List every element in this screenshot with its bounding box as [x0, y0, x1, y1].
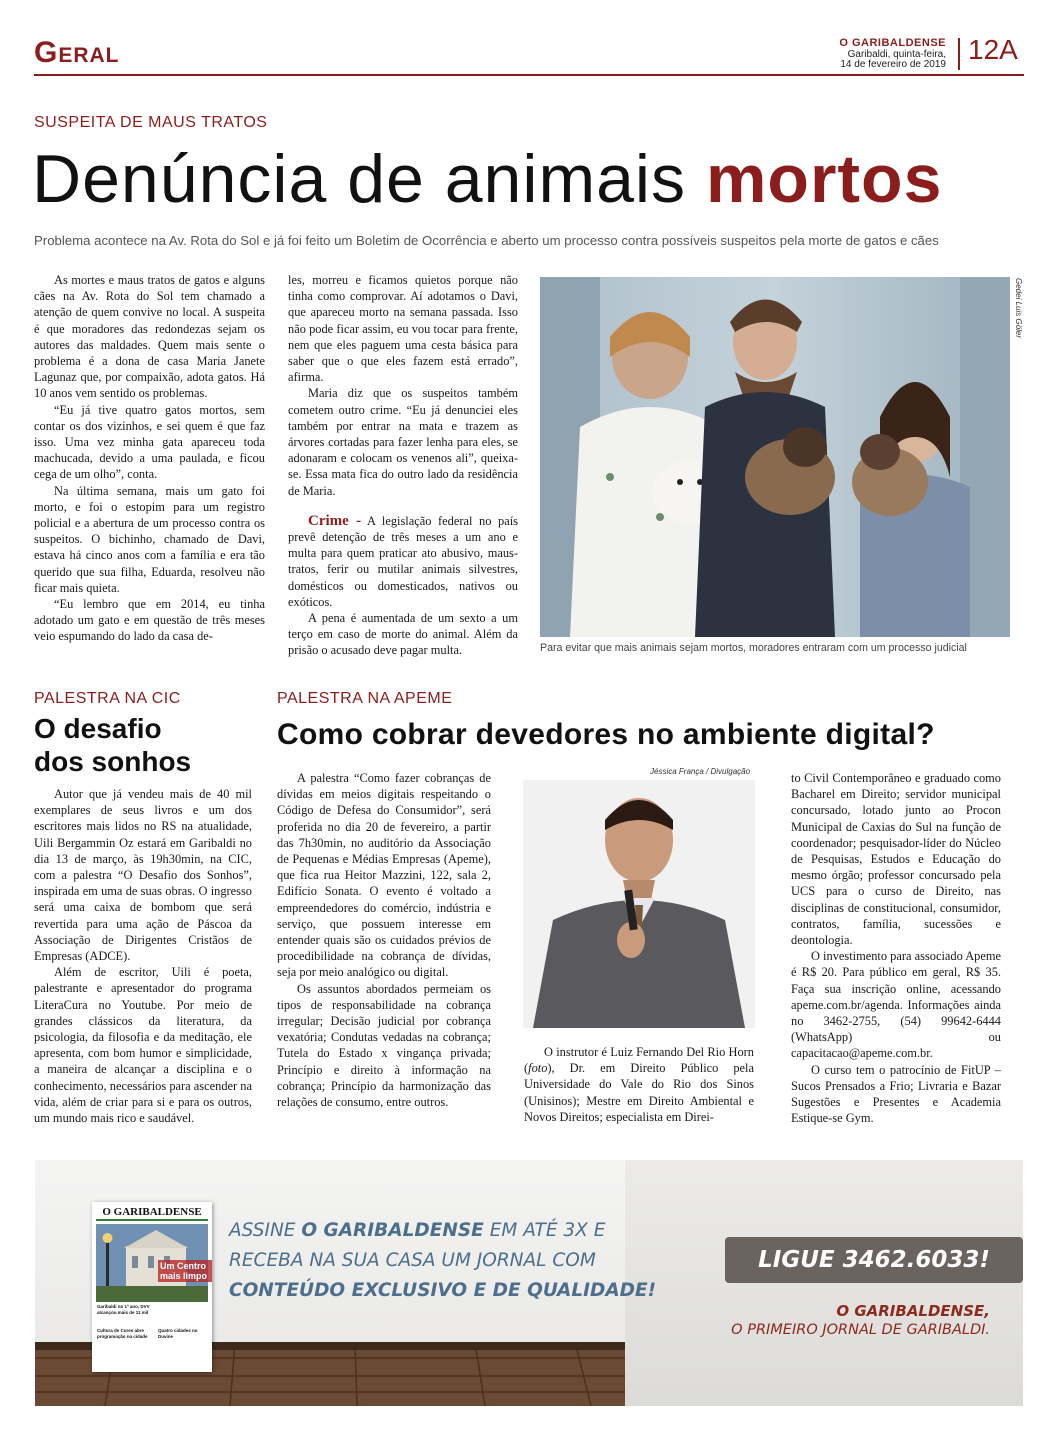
headline-start: Denúncia de animais: [32, 141, 706, 217]
main-story-photo: [540, 277, 1010, 637]
mini-paper-name: O GARIBALDENSE: [96, 1205, 208, 1221]
main-story-col2: [288, 272, 518, 659]
masthead-paper-name: O GARIBALDENSE: [839, 37, 946, 49]
paragraph: A pena é aumentada de um sexto a um terço em caso de morte do animal. Além da prisão o acusado deve pagar multa.: [288, 611, 518, 658]
paragraph: O curso tem o patrocínio de FitUP – Sucos Prensados a Frio; Livraria e Bazar Sugestões e Presentes e Academia Estique-se Gym.: [791, 1062, 1001, 1126]
apeme-story-col2: [524, 1044, 754, 1125]
mini-headline-2: Garibaldi no 1º ano, DVV alcançou mais de 11 mil: [97, 1304, 150, 1315]
cic-story-headline: [34, 712, 191, 778]
cic-headline-line1: O desafio: [34, 713, 162, 744]
headline-accent: mortos: [705, 141, 943, 217]
page-number-separator: [958, 38, 960, 70]
family-with-pets-illustration: [540, 277, 1010, 637]
paragraph: O investimento para associado Apeme é R$ 20. Para público em geral, R$ 35. Faça sua inscrição online, acessando apeme.com.br/agenda. Informações ainda no 3462-2755, (54) 99642-6444 (WhatsApp) ou capacitacao@apeme.com.br.: [791, 949, 1001, 1061]
mini-headline: Um Centro mais limpo: [158, 1260, 212, 1282]
cic-headline-line2: dos sonhos: [34, 746, 192, 777]
subscription-ad[interactable]: [35, 1160, 1023, 1406]
paragraph: [524, 1044, 754, 1125]
crime-paragraph: [288, 513, 518, 610]
main-story-kicker: SUSPEITA DE MAUS TRATOS: [34, 114, 268, 131]
paragraph: “Eu já tive quatro gatos mortos, sem contar os dos vizinhos, e sei quem é que faz isso. Uma vez minha gata apareceu toda machucada, devido a uma paulada, e ficou cega de um olho”, conta.: [34, 402, 265, 482]
masthead-place: Garibaldi, quinta-feira,: [847, 48, 946, 60]
section-label: Geral: [34, 36, 120, 69]
ad-slogan: [731, 1302, 990, 1340]
main-photo-caption: Para evitar que mais animais sejam mortos, moradores entraram com um processo judicial: [540, 642, 967, 654]
paragraph: Autor que já vendeu mais de 40 mil exemplares de seus livros e um dos escritores mais lidos no RS na atualidade, Uili Bergammin Oz estará em Garibaldi no dia 13 de março, às 19h30min, na CIC, com a palestra “O Desafio dos Sonhos”, inspirada em uma de suas obras. O ingresso será uma caixa de bombom que será revertida para uma ação de Páscoa da Associação de Dirigentes Cristãos de Empresas (ADCE).: [34, 787, 252, 964]
main-photo-credit: Gedei Luis Göler: [1014, 278, 1023, 339]
paragraph: les, morreu e ficamos quietos porque não tinha como comprovar. Aí adotamos o Davi, que apareceu morto na semana passada. Isso não pode ficar assim, eu vou tocar para frente, nem que eles paguem uma cesta básica para saber que o que eles fazem está errado”, afirma.: [288, 273, 518, 385]
speaker-photo: [523, 780, 755, 1028]
main-story-deck: Problema acontece na Av. Rota do Sol e já foi feito um Boletim de Ocorrência e aberto um processo contra possíveis suspeitos pela morte de gatos e cães: [34, 233, 939, 248]
cic-story-kicker: PALESTRA NA CIC: [34, 690, 181, 707]
main-story-headline: [32, 140, 942, 218]
ad-right-panel: [625, 1160, 1023, 1406]
crime-lead: Crime -: [308, 512, 362, 529]
ad-line1-bold: O GARIBALDENSE: [301, 1220, 484, 1241]
col2-post: ), Dr. em Direito Público pela Universidade do Vale do Rio dos Sinos (Unisinos); Mestre em Direito Ambiental e Novos Direitos; especialista em Direi-: [524, 1061, 754, 1124]
cic-story-body: [34, 786, 252, 1126]
apeme-story-kicker: PALESTRA NA APEME: [277, 690, 453, 707]
ad-line2: RECEBA NA SUA CASA UM JORNAL COM: [229, 1250, 596, 1271]
paragraph: Os assuntos abordados permeiam os tipos de responsabilidade na cobrança irregular; Decisão judicial por cobrança vexatória; Condutas vedadas na cobrança; Tutela do Estado x vingança privada; Princípio e direito à informação na cobrança; Princípio da harmonização das relações de consumo, entre outros.: [277, 981, 491, 1110]
crime-text: A legislação federal no país prevê detenção de três meses a um ano e multa para quem praticar ato abusivo, maus-tratos, ferir ou mutilar animais silvestres, domésticos ou domesticados, nativos ou exóticos.: [288, 513, 518, 609]
col2-pre: O instrutor é Luiz Fernando Del Rio Horn (: [524, 1045, 754, 1076]
col2-foto: foto: [528, 1061, 548, 1076]
speaker-illustration: [523, 780, 755, 1028]
masthead: [839, 38, 946, 71]
ad-slogan-line2: O PRIMEIRO JORNAL DE GARIBALDI.: [731, 1322, 990, 1338]
header-rule: [34, 74, 1024, 76]
paragraph: Na última semana, mais um gato foi morto, e foi o estopim para um registro policial e a abertura de um processo contra os suspeitos. O bichinho, chamado de Davi, estava há cinco anos com a família e era tão querido que sua filha, Eduarda, resolveu não ficar mais quieta.: [34, 483, 265, 595]
paragraph: to Civil Contemporâneo e graduado como Bacharel em Direito; servidor municipal concursado, lotado junto ao Procon Municipal de Caxias do Sul na função de coordenador; pesquisador-líder do Núcleo de Pesquisas, Estudos e Educação do mesmo órgão; professor concursado pela UCS para o curso de Direito, nas disciplinas de constitucional, consumidor, contratos, família, sucessões e deontologia.: [791, 771, 1001, 948]
paragraph: Além de escritor, Uili é poeta, palestrante e apresentador do programa LiteraCura no Youtube. Por meio de grandes clássicos da literatura, da psicologia, da filosofia e da meditação, ele apresenta, com bom humor e simplicidade, a maneira de alcançar a disciplina e o conhecimento, necessários para ascender na vida, além de criar para si e para os outros, um mundo mais rico e saudável.: [34, 965, 252, 1126]
ad-line3: CONTEÚDO EXCLUSIVO E DE QUALIDADE!: [229, 1280, 657, 1301]
paragraph: A palestra “Como fazer cobranças de dívidas em meios digitais respeitando o Código de Defesa do Consumidor”, será proferida no dia 20 de fevereiro, a partir das 7h30min, no auditório da Associação de Pequenas e Médias Empresas (Apeme), que fica rua Heitor Mazzini, 122, sala 2, Edifício Sonata. O evento é voltado a empreendedores do comércio, indústria e serviço, que possuem interesse em entender quais são os cuidados prévios de procedibilidade na cobrança de dívidas, seja por meio analógico ou digital.: [277, 771, 491, 980]
speaker-photo-credit: Jéssica França / Divulgação: [650, 767, 751, 776]
page-number: 12A: [968, 34, 1018, 65]
ad-line1: [229, 1216, 656, 1246]
mini-headline-3: Cultura de Cores abre programação na cidade: [97, 1328, 148, 1339]
main-story-col1: [34, 272, 265, 645]
ad-slogan-line1: O GARIBALDENSE,: [836, 1302, 990, 1320]
ad-line1-post: EM ATÉ 3X E: [483, 1220, 606, 1241]
ad-copy: [229, 1216, 656, 1306]
apeme-story-col3: [791, 770, 1001, 1126]
ad-line1-pre: ASSINE: [229, 1220, 302, 1241]
apeme-story-headline: Como cobrar devedores no ambiente digital?: [277, 718, 935, 751]
apeme-story-col1: [277, 770, 491, 1110]
masthead-date: 14 de fevereiro de 2019: [840, 59, 946, 71]
mini-newspaper: [92, 1202, 212, 1372]
paragraph: As mortes e maus tratos de gatos e alguns cães na Av. Rota do Sol tem chamado a atenção de quem convive no local. A suspeita é que moradores das redondezas sejam os autores das maldades. Quem mais sente o problema é a dona de casa Maria Janete Lagunaz que, por compaixão, adota gatos. Há 10 anos vem sentido os problemas.: [34, 273, 265, 401]
mini-headline-4: Quatro cidades no Duvine: [158, 1328, 198, 1339]
call-phone-button[interactable]: LIGUE 3462.6033!: [725, 1237, 1023, 1283]
paragraph: “Eu lembro que em 2014, eu tinha adotado um gato e em questão de três meses veio espumando do lado da casa de-: [34, 597, 265, 644]
paragraph: Maria diz que os suspeitos também cometem outro crime. “Eu já denunciei eles também por entrar na mata e trazem as árvores cortadas para fazer lenha para eles, se adonaram e colocam os venenos ali”, queixa-se. Essa mata fica do outro lado da residência de Maria.: [288, 386, 518, 498]
